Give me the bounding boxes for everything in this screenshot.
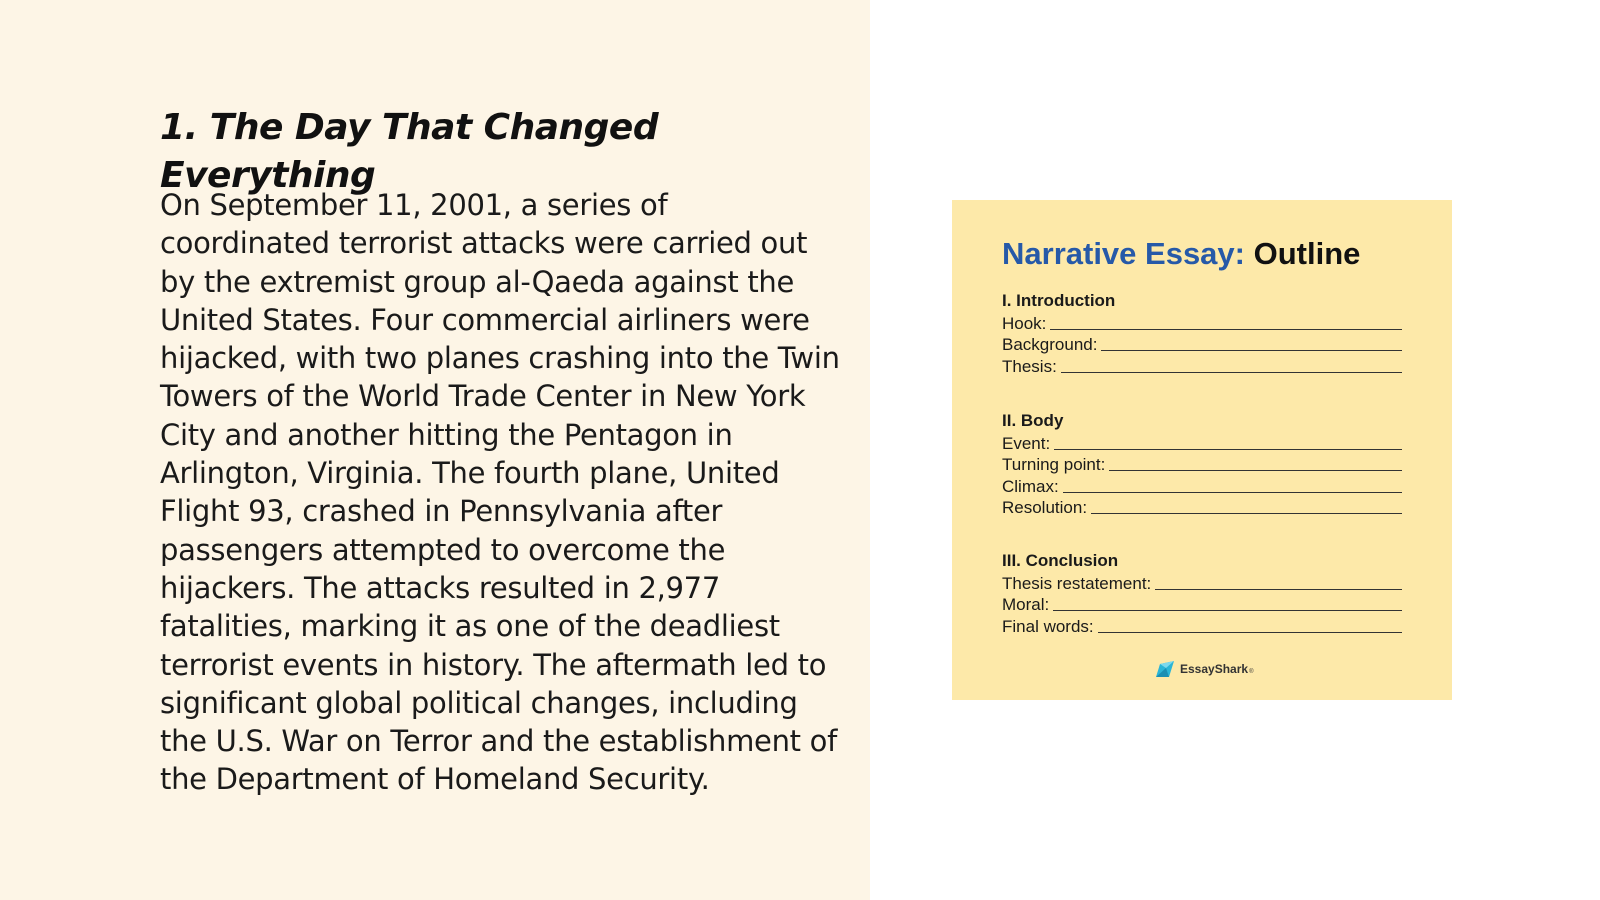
outline-card-title: [1002, 234, 1360, 274]
blank-line: [1109, 470, 1402, 471]
field-label: Turning point:: [1002, 455, 1106, 474]
article-body: On September 11, 2001, a series of coordinated terrorist attacks were carried out by the extremist group al-Qaeda against the United States. Four commercial airliners were hijacked, with two planes crashing into the Twin Towers of the World Trade Center in New York City and another hitting the Pentagon in Arlington, Virginia. The fourth plane, United Flight 93, crashed in Pennsylvania after passengers attempted to overcome the hijackers. The attacks resulted in 2,977 fatalities, marking it as one of the deadliest terrorist events in history. The aftermath led to significant global political changes, including the U.S. War on Terror and the establishment of the Department of Homeland Security.: [160, 188, 840, 797]
field-label: Thesis:: [1002, 356, 1057, 376]
outline-field: [1002, 475, 1402, 497]
section-heading: II. Body: [1002, 411, 1064, 430]
outline-field: [1002, 312, 1402, 334]
logo-text: EssayShark: [1180, 662, 1249, 676]
blank-line: [1053, 610, 1402, 611]
section-heading: I. Introduction: [1002, 291, 1116, 310]
blank-line: [1061, 372, 1402, 373]
field-label: Resolution:: [1002, 498, 1088, 517]
field-label: Final words:: [1002, 616, 1094, 636]
field-label: Moral:: [1002, 595, 1050, 614]
outline-field: [1002, 334, 1402, 356]
outline-field: [1002, 497, 1402, 519]
outline-field: [1002, 594, 1402, 616]
blank-line: [1050, 329, 1402, 330]
shark-fin-icon: [1154, 660, 1176, 678]
outline-field: [1002, 355, 1402, 377]
field-label: Hook:: [1002, 313, 1047, 333]
blank-line: [1054, 449, 1402, 450]
outline-field: [1002, 572, 1402, 594]
outline-card: [952, 200, 1452, 700]
blank-line: [1091, 513, 1402, 514]
blank-line: [1063, 492, 1402, 493]
blank-line: [1098, 632, 1402, 633]
outline-section-body: [1002, 410, 1402, 518]
section-heading: III. Conclusion: [1002, 551, 1119, 570]
outline-field: [1002, 454, 1402, 476]
blank-line: [1155, 589, 1402, 590]
field-label: Event:: [1002, 433, 1051, 453]
outline-card-title-accent: Narrative Essay:: [1002, 236, 1245, 271]
registered-mark: ®: [1249, 669, 1254, 675]
outline-section-conclusion: [1002, 550, 1402, 637]
field-label: Climax:: [1002, 476, 1059, 496]
outline-card-title-main: Outline: [1253, 236, 1361, 271]
article-heading: 1. The Day That Changed Everything: [160, 107, 659, 196]
outline-field: [1002, 615, 1402, 637]
outline-section-introduction: [1002, 290, 1402, 377]
outline-field: [1002, 432, 1402, 454]
blank-line: [1101, 350, 1402, 351]
essayshark-logo: [1154, 660, 1253, 678]
field-label: Thesis restatement:: [1002, 573, 1152, 593]
field-label: Background:: [1002, 335, 1098, 354]
